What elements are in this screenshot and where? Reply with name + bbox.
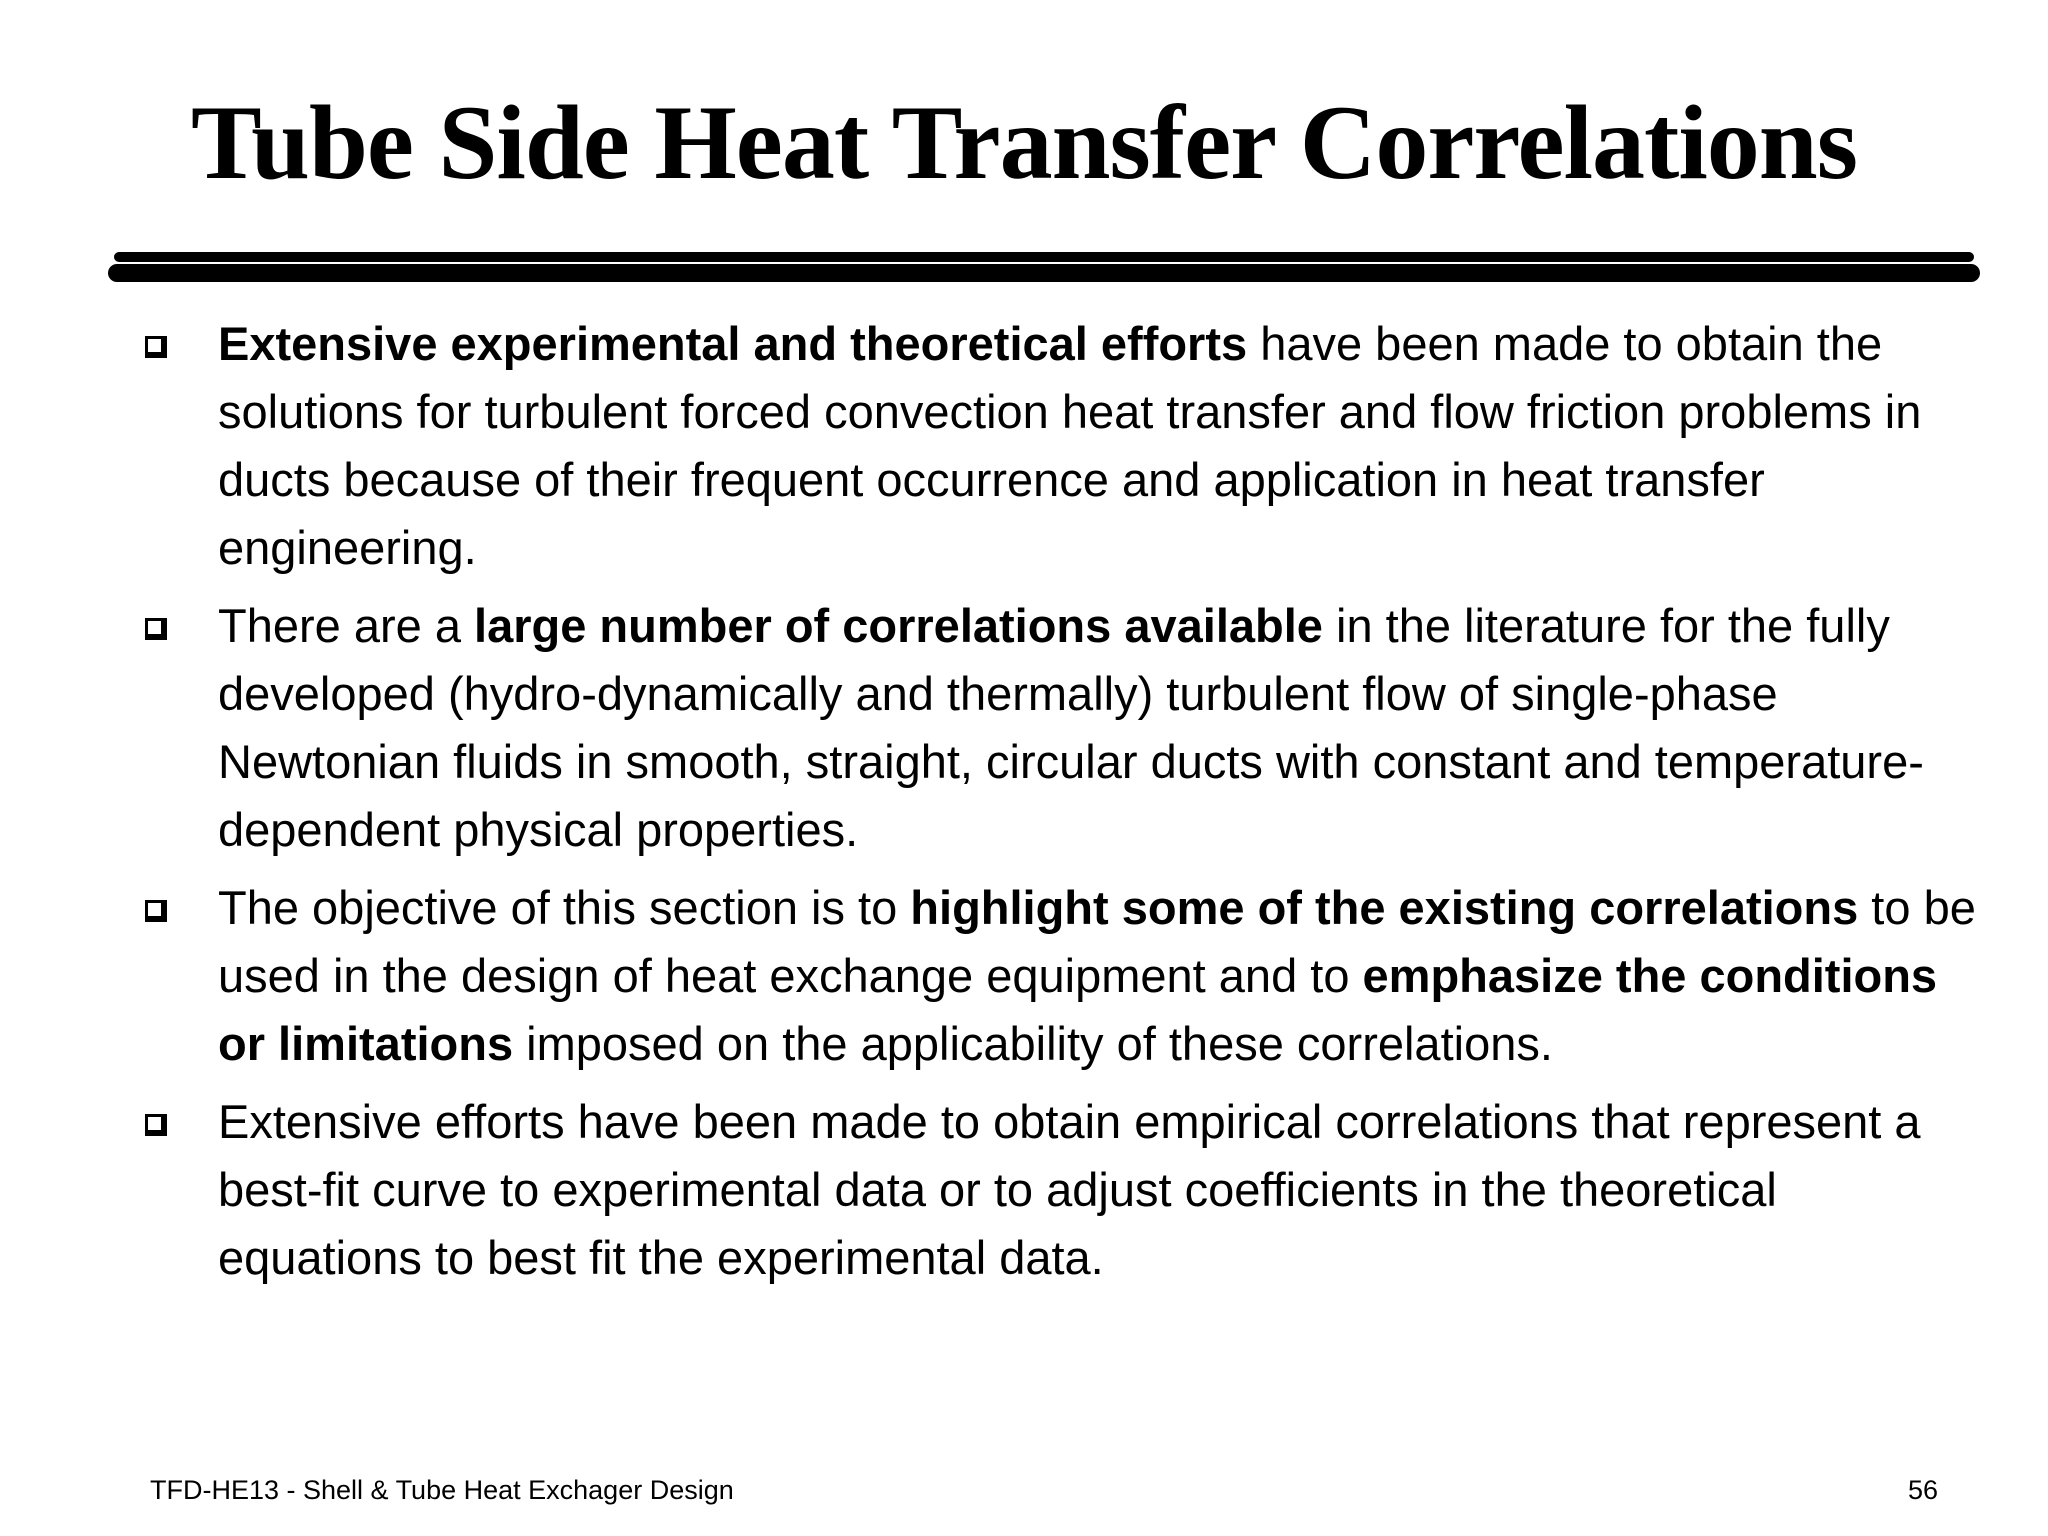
footer-course-title: TFD-HE13 - Shell & Tube Heat Exchager Design: [150, 1475, 734, 1505]
bullet-segment: in the literature for the fully developed (hydro-dynamically and thermally) turbulent flow of single-phase Newtonian fluids in smooth, straight, circular ducts with constant and temperature-dependent physical properties.: [218, 599, 1924, 856]
bullet-text: [218, 1095, 1921, 1284]
bullet-text: [218, 599, 1924, 856]
bullet-list: [0, 310, 2048, 1302]
bullet-item: [0, 874, 1978, 1078]
bullet-segment: There are a: [218, 599, 475, 652]
hollow-square-bullet-icon: [145, 1114, 167, 1136]
bullet-emphasis: emphasize the conditions or limitations: [218, 949, 1938, 1070]
bullet-segment: have been made to obtain the solutions for turbulent forced convection heat transfer and flow friction problems in ducts because of their frequent occurrence and application in heat transfer engineering.: [218, 317, 1922, 574]
hollow-square-bullet-icon: [145, 900, 167, 922]
bullet-emphasis: highlight some of the existing correlations: [910, 881, 1859, 934]
hollow-square-bullet-icon: [145, 336, 167, 358]
bullet-segment: imposed on the applicability of these correlations.: [513, 1017, 1553, 1070]
bullet-text: [218, 317, 1921, 574]
bullet-segment: The objective of this section is to: [218, 881, 911, 934]
title-divider-thick: [108, 264, 1980, 282]
bullet-segment: Extensive efforts have been made to obtain empirical correlations that represent a best-fit curve to experimental data or to adjust coefficients in the theoretical equations to best fit the experimental data.: [218, 1095, 1921, 1284]
page-number: 56: [1907, 1475, 1938, 1505]
bullet-item: [0, 310, 1978, 582]
hollow-square-bullet-icon: [145, 618, 167, 640]
bullet-segment: to be used in the design of heat exchange equipment and to: [218, 881, 1976, 1002]
title-divider-thin: [114, 252, 1974, 262]
bullet-text: [218, 881, 1976, 1070]
slide-title: Tube Side Heat Transfer Correlations: [191, 84, 1857, 201]
bullet-item: [0, 592, 1978, 864]
bullet-emphasis: large number of correlations available: [474, 599, 1323, 652]
bullet-emphasis: Extensive experimental and theoretical efforts: [218, 317, 1248, 370]
bullet-item: [0, 1088, 1978, 1292]
